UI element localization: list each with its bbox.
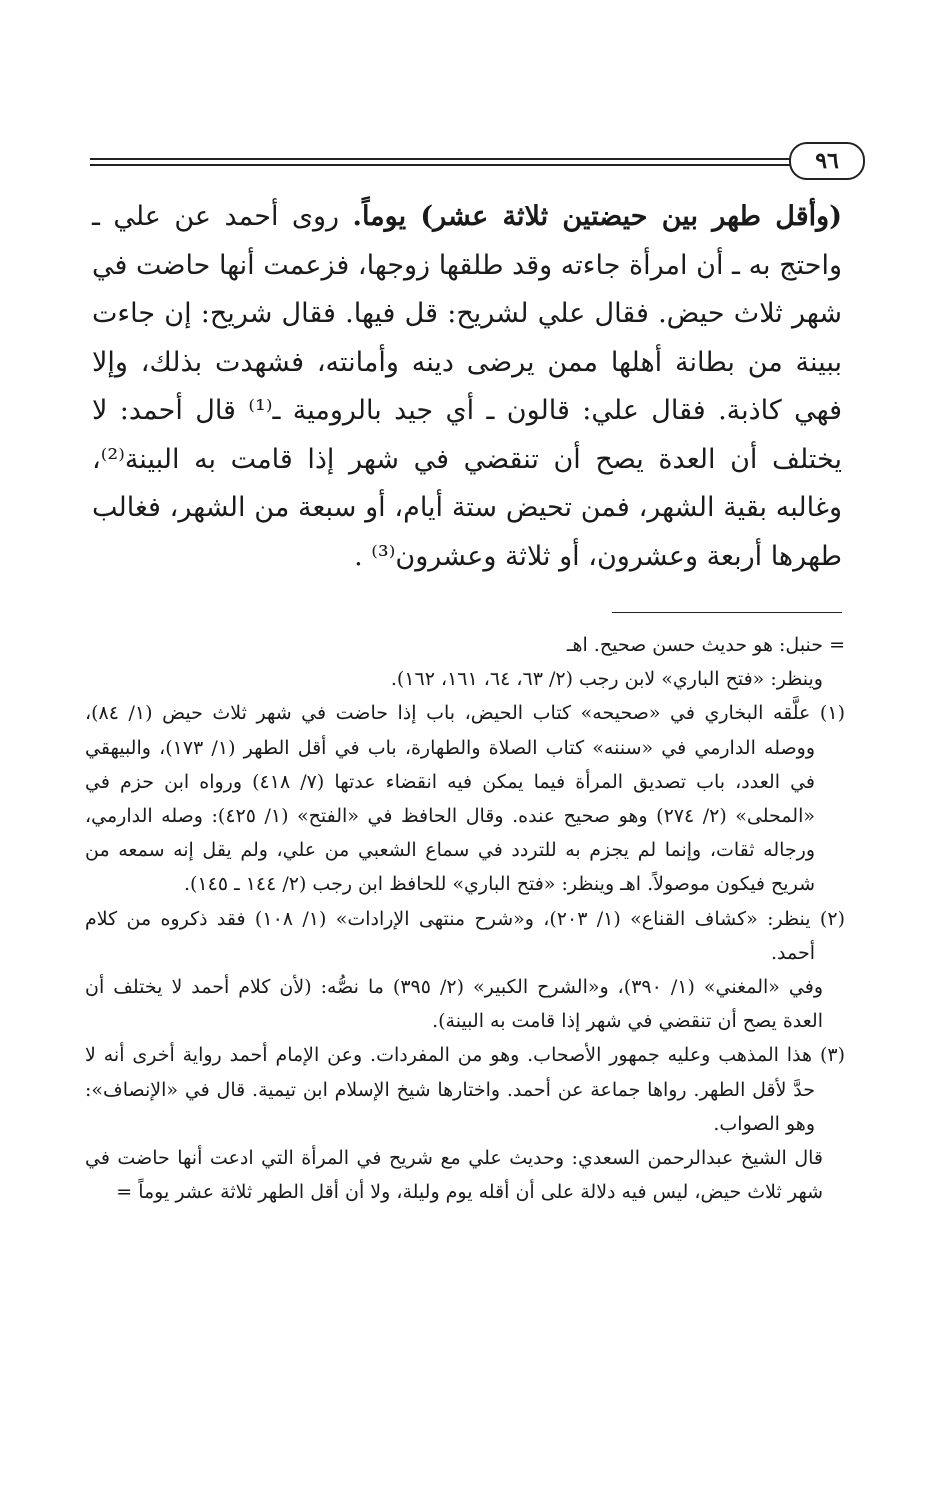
footnote-separator (612, 612, 842, 613)
footnote-3-extra: قال الشيخ عبدالرحمن السعدي: وحديث علي مع شريح في المرأة التي ادعت أنها حاضت في شهر ثلاث حيض، ليس فيه دلالة على أن أقله يوم وليلة، ولا أن أقل الطهر ثلاثة عشر يوماً = (85, 1147, 823, 1204)
matn-heading: (وأقل طهر بين حيضتين ثلاثة عشر) يوماً. (352, 201, 842, 232)
footnote-continuation: = حنبل: هو حديث حسن صحيح. اهـ (566, 634, 845, 656)
footnote-continuation: وينظر: «فتح الباري» لابن رجب (٢/ ٦٣، ٦٤، ١٦١، ١٦٢). (390, 668, 823, 691)
page-number: ٩٦ (789, 142, 865, 180)
main-paragraph (92, 193, 842, 581)
footnote-3: (٣) هذا المذهب وعليه جمهور الأصحاب. وهو من المفردات. وعن الإمام أحمد رواية أخرى أنه لا حدَّ لأقل الطهر. رواها جماعة عن أحمد. واختارها شيخ الإسلام ابن تيمية. قال في «الإنصاف»: وهو الصواب. (85, 1044, 845, 1135)
page-header (90, 140, 865, 182)
footnotes (85, 628, 845, 1209)
main-text (92, 193, 842, 581)
commentary-text: روى أحمد عن علي ـ واحتج به ـ أن امرأة جاءته وقد طلقها زوجها، فزعمت أنها حاضت في شهر ثلاث حيض. فقال علي لشريح: قل فيها. فقال شريح: إن جاءت ببينة من بطانة أهلها ممن يرضى دينه وأمانته، فشهدت بذلك، وإلا فهي كاذبة. فقال علي: قالون ـ أي جيد بالرومية ـ⁽¹⁾ قال أحمد: لا يختلف أن العدة يصح أن تنقضي في شهر إذا قامت به البينة⁽²⁾، وغالبه بقية الشهر، فمن تحيض ستة أيام، أو سبعة من الشهر، فغالب طهرها أربعة وعشرون، أو ثلاثة وعشرون⁽³⁾ . (92, 201, 842, 572)
footnote-2: (٢) ينظر: «كشاف القناع» (١/ ٢٠٣)، و«شرح منتهى الإرادات» (١/ ١٠٨) فقد ذكروه من كلام أحمد. (85, 907, 845, 964)
footnote-1: (١) علَّقه البخاري في «صحيحه» كتاب الحيض، باب إذا حاضت في شهر ثلاث حيض (١/ ٨٤)، ووصله الدارمي في «سننه» كتاب الصلاة والطهارة، باب في أقل الطهر (١/ ١٧٣)، والبيهقي في العدد، باب تصديق المرأة فيما يمكن فيه انقضاء عدتها (٧/ ٤١٨) ورواه ابن حزم في «المحلى» (٢/ ٢٧٤) وهو صحيح عنده. وقال الحافظ في «الفتح» (١/ ٤٢٥): وصله الدارمي، ورجاله ثقات، وإنما لم يجزم به للتردد في سماع الشعبي من علي، ولم يقل إنه سمعه من شريح فيكون موصولاً. اهـ وينظر: «فتح الباري» للحافظ ابن رجب (٢/ ١٤٤ ـ ١٤٥). (85, 702, 845, 896)
header-rule (90, 158, 790, 160)
footnote-2-extra: وفي «المغني» (١/ ٣٩٠)، و«الشرح الكبير» (٢/ ٣٩٥) ما نصُّه: (لأن كلام أحمد لا يختلف أن العدة يصح أن تنقضي في شهر إذا قامت به البينة). (85, 976, 823, 1033)
header-rule (90, 164, 790, 166)
